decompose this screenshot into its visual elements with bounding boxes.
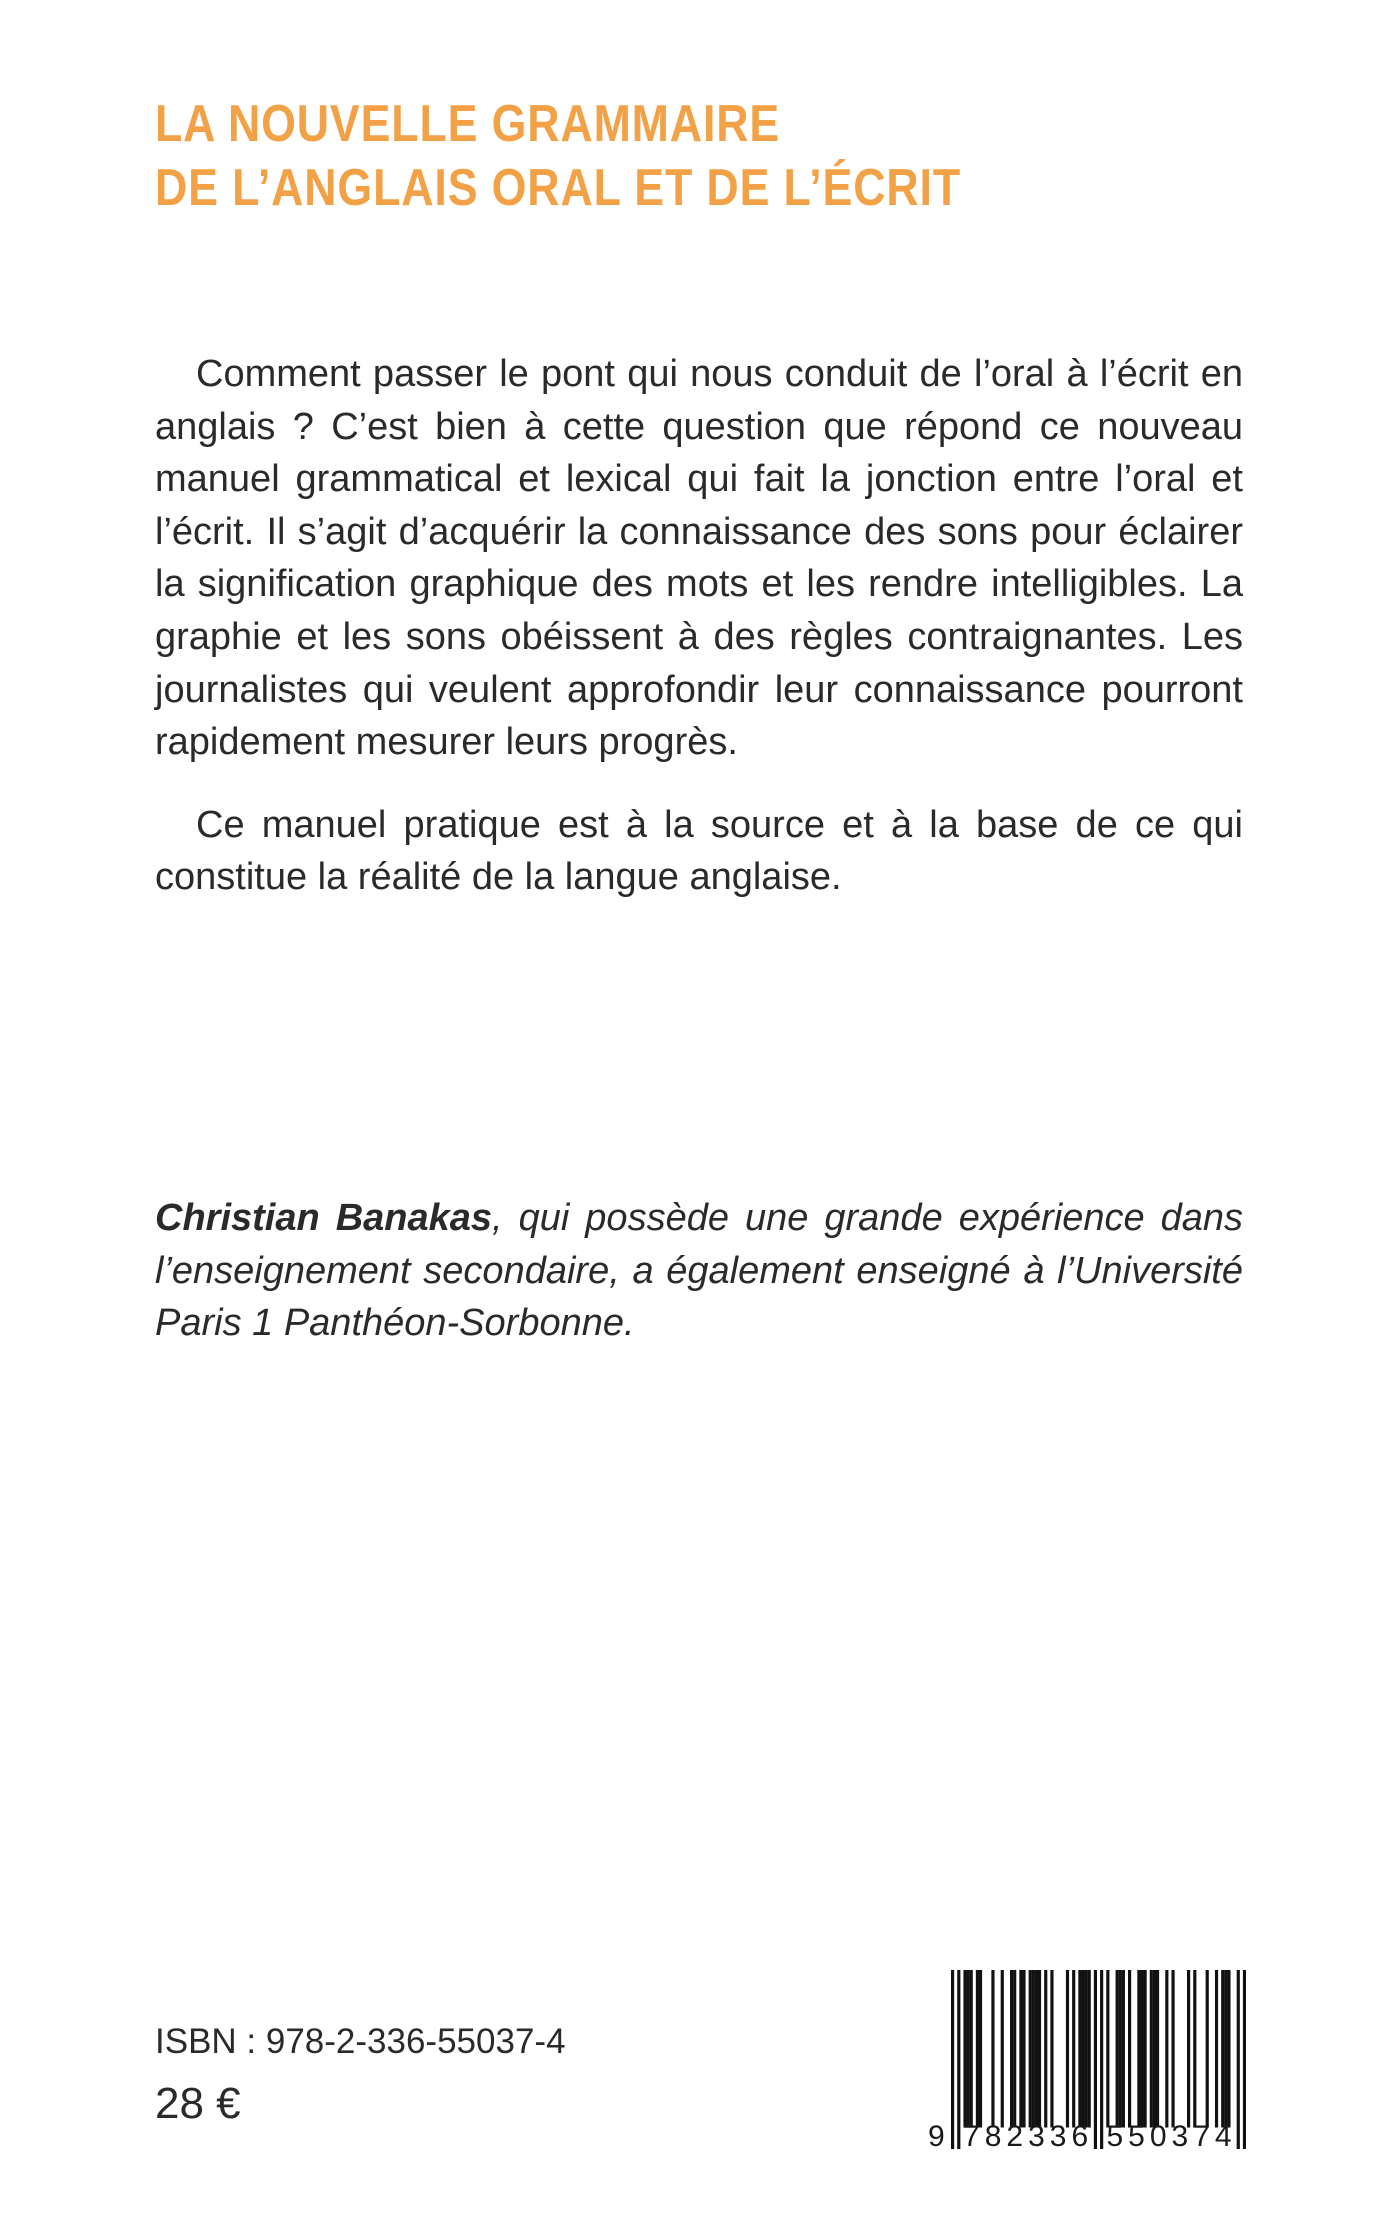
barcode-bar xyxy=(1078,1970,1081,2128)
barcode-bar xyxy=(1019,1970,1022,2128)
barcode-bar xyxy=(1206,1970,1209,2128)
barcode-bar xyxy=(1140,1970,1143,2128)
barcode-bar xyxy=(970,1970,973,2128)
barcode-bar xyxy=(1032,1970,1035,2128)
barcode-bar xyxy=(967,1970,970,2128)
barcode-bar xyxy=(1227,1970,1230,2128)
barcode-bar xyxy=(1224,1970,1227,2128)
barcode-bar xyxy=(1193,1970,1196,2128)
author-bio-text: , qui possède une grande expérience dans l’enseignement secondaire, a également enseigné à l’Université Paris 1 Panthéon-Sorbonne. xyxy=(155,1197,1244,1345)
price: 28 € xyxy=(155,2079,241,2128)
barcode-bar xyxy=(1128,1970,1131,2128)
barcode-bar xyxy=(1035,1970,1038,2128)
author-name: Christian Banakas xyxy=(155,1197,493,1239)
barcode-bar xyxy=(1119,1970,1122,2128)
blurb-paragraph-2: Ce manuel pratique est à la source et à la base de ce qui constitue la réalité de la langue anglaise. xyxy=(155,803,1243,899)
blurb-paragraph-1: Comment passer le pont qui nous conduit de l’oral à l’écrit en anglais ? C’est bien à cette question que répond ce nouveau manuel grammatical et lexical qui fait la jonction entre l’oral et l’écrit. Il s’agit d’acquérir la connaissance des sons pour éclairer la signification graphique des mots et les rendre intelligibles. La graphie et les sons obéissent à des règles contraignantes. Les journalistes qui veulent approfondir leur connaissance pourront rapidement mesurer leurs progrès. xyxy=(155,353,1243,764)
barcode-bar xyxy=(1013,1970,1016,2128)
barcode-bar xyxy=(991,1970,994,2128)
barcode-bar xyxy=(1144,1970,1147,2128)
barcode-bar xyxy=(1215,1970,1218,2128)
barcode-bar xyxy=(1153,1970,1156,2128)
barcode-bar xyxy=(1150,1970,1153,2128)
barcode-bar xyxy=(1165,1970,1168,2128)
isbn: ISBN : 978-2-336-55037-4 xyxy=(155,2022,566,2061)
book-title-line-1: LA NOUVELLE GRAMMAIRE xyxy=(155,95,781,153)
barcode-bar xyxy=(1038,1970,1041,2128)
barcode-bar xyxy=(1022,1970,1025,2128)
barcode-bar xyxy=(1081,1970,1084,2128)
barcode-bar xyxy=(1156,1970,1159,2128)
barcode-bar xyxy=(1085,1970,1088,2128)
barcode-bar xyxy=(1137,1970,1140,2128)
barcode-bar xyxy=(1029,1970,1032,2128)
book-title-line-2: DE L’ANGLAIS ORAL ET DE L’ÉCRIT xyxy=(155,159,962,217)
barcode-bar xyxy=(1044,1970,1047,2128)
blurb xyxy=(155,348,1243,934)
barcode-bar xyxy=(1221,1970,1224,2128)
barcode-bar xyxy=(963,1970,966,2128)
barcode-bar xyxy=(976,1970,979,2128)
barcode-bar xyxy=(1072,1970,1075,2128)
book-title xyxy=(155,92,961,220)
barcode-bar xyxy=(1088,1970,1091,2128)
barcode-bar xyxy=(1122,1970,1125,2128)
barcode-bar xyxy=(1116,1970,1119,2128)
barcode-bar xyxy=(1106,1970,1109,2128)
author-bio xyxy=(155,1192,1243,1350)
barcode-bar xyxy=(979,1970,982,2128)
barcode-bar xyxy=(1187,1970,1190,2128)
barcode-bar xyxy=(1050,1970,1053,2128)
barcode-bar xyxy=(1010,1970,1013,2128)
barcode-number: 9 782336 550374 xyxy=(928,2120,1237,2153)
barcode-bar xyxy=(1171,1970,1174,2128)
barcode-bar xyxy=(1066,1970,1069,2128)
barcode-bar xyxy=(1001,1970,1004,2128)
